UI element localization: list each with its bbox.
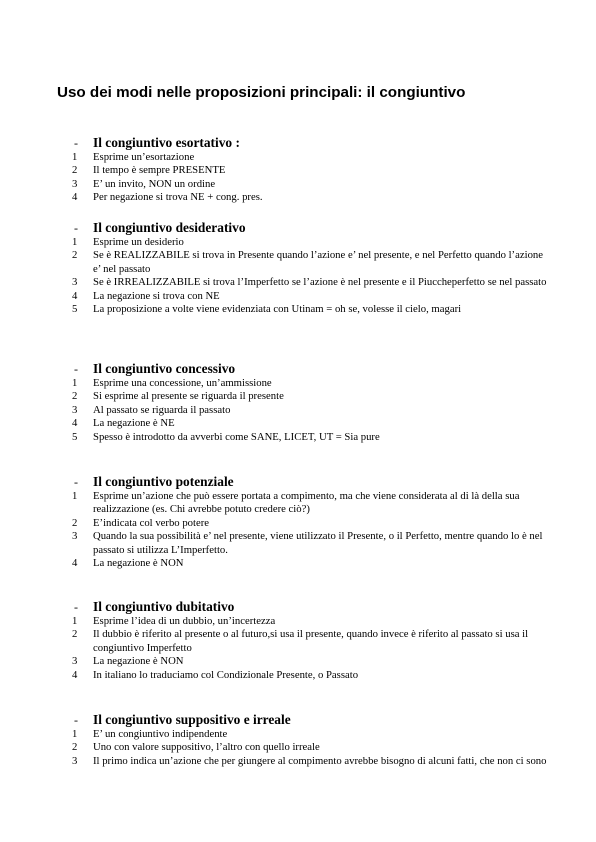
item-text: Esprime una concessione, un’ammissione [93, 377, 272, 389]
list-item [70, 151, 550, 164]
bullet-dash: - [74, 362, 78, 376]
section-potenziale [70, 473, 550, 570]
item-text: E’ un congiuntivo indipendente [93, 728, 228, 740]
list-item [70, 191, 550, 204]
item-number: 3 [72, 754, 78, 767]
item-text: Se è IRREALIZZABILE si trova l’Imperfetto se l’azione è nel presente e il Piuccheperfetto se nel passato [93, 276, 547, 289]
item-text: Al passato se riguarda il passato [93, 403, 231, 416]
item-text: Il tempo è sempre PRESENTE [93, 164, 226, 177]
section-title: Il congiuntivo dubitativo [93, 599, 235, 614]
item-text: Si esprime al presente se riguarda il presente [93, 390, 284, 403]
section-header [70, 473, 550, 490]
item-text: Uno con valore suppositivo, l’altro con quello irreale [93, 741, 320, 754]
item-number: 4 [72, 289, 78, 302]
item-number: 3 [72, 655, 78, 668]
item-text: Esprime un desiderio [93, 236, 184, 248]
item-number: 3 [72, 403, 78, 416]
bullet-dash: - [74, 221, 78, 235]
item-text: Esprime un’azione che può essere portata a compimento, ma che viene considerata al di là della sua realizzazione (es. Chi avrebbe potuto credere ciò?) [93, 490, 520, 516]
document-title: Uso dei modi nelle proposizioni principali: il congiuntivo [57, 84, 466, 101]
item-number: 5 [72, 303, 78, 316]
list-item [70, 290, 550, 303]
list-item [70, 490, 550, 517]
item-text: Il primo indica un’azione che per giungere al compimento avrebbe bisogno di alcuni fatti, che non ci sono [93, 754, 547, 767]
item-text: Esprime un’esortazione [93, 151, 195, 163]
bullet-dash: - [74, 136, 78, 150]
item-text: Se è REALIZZABILE si trova in Presente quando l’azione e’ nel presente, e nel Perfetto quando l’azione e’ nel passato [93, 249, 544, 275]
bullet-dash: - [74, 475, 78, 489]
list-item [70, 404, 550, 417]
item-number: 1 [72, 151, 78, 163]
section-header [70, 219, 550, 236]
item-number: 4 [72, 668, 78, 681]
item-text: E’ un invito, NON un ordine [93, 177, 216, 190]
item-text: Per negazione si trova NE + cong. pres. [93, 191, 263, 204]
list-item [70, 728, 550, 741]
bullet-dash: - [74, 600, 78, 614]
item-text: Esprime l’idea di un dubbio, un’incertezza [93, 615, 276, 627]
list-item [70, 390, 550, 403]
section-concessivo [70, 360, 550, 444]
list-item [70, 303, 550, 316]
item-number: 1 [72, 377, 78, 389]
section-title: Il congiuntivo esortativo : [93, 135, 240, 150]
section-header [70, 134, 550, 151]
list-item [70, 615, 550, 628]
list-item [70, 517, 550, 530]
list-item [70, 236, 550, 249]
list-item [70, 741, 550, 754]
item-number: 3 [72, 276, 78, 289]
list-item [70, 249, 550, 276]
item-number: 4 [72, 557, 78, 570]
item-text: La negazione è NON [93, 557, 184, 570]
item-number: 3 [72, 530, 78, 543]
section-header [70, 711, 550, 728]
item-number: 5 [72, 430, 78, 443]
list-item [70, 669, 550, 682]
section-title: Il congiuntivo potenziale [93, 474, 234, 489]
list-item [70, 755, 550, 768]
item-text: Spesso è introdotto da avverbi come SANE, LICET, UT = Sia pure [93, 430, 380, 443]
item-text: La proposizione a volte viene evidenziata con Utinam = oh se, volesse il cielo, magari [93, 303, 462, 316]
section-esortativo [70, 134, 550, 205]
item-number: 1 [72, 236, 78, 248]
item-number: 3 [72, 177, 78, 190]
item-text: La negazione è NE [93, 417, 175, 430]
item-number: 1 [72, 490, 78, 502]
list-item [70, 655, 550, 668]
list-item [70, 276, 550, 289]
item-text: La negazione è NON [93, 655, 184, 668]
item-number: 2 [72, 628, 78, 641]
list-item [70, 164, 550, 177]
section-title: Il congiuntivo suppositivo e irreale [93, 712, 291, 727]
list-item [70, 557, 550, 570]
item-number: 4 [72, 417, 78, 430]
item-number: 2 [72, 249, 78, 262]
item-text: E’indicata col verbo potere [93, 516, 210, 529]
item-text: In italiano lo traduciamo col Condizionale Presente, o Passato [93, 668, 359, 681]
section-header [70, 598, 550, 615]
item-text: Il dubbio è riferito al presente o al futuro,si usa il presente, quando invece è riferito al passato si usa il congiuntivo Imperfetto [93, 628, 529, 654]
list-item [70, 377, 550, 390]
list-item [70, 628, 550, 655]
item-number: 2 [72, 164, 78, 177]
item-number: 2 [72, 516, 78, 529]
section-suppositivo [70, 711, 550, 768]
item-text: La negazione si trova con NE [93, 289, 220, 302]
item-number: 1 [72, 615, 78, 627]
item-text: Quando la sua possibilità e’ nel presente, viene utilizzato il Presente, o il Perfetto, mentre quando lo è nel passato si utilizza L’Imperfetto. [93, 530, 543, 556]
section-header [70, 360, 550, 377]
section-desiderativo [70, 219, 550, 316]
bullet-dash: - [74, 713, 78, 727]
item-number: 2 [72, 741, 78, 754]
list-item [70, 417, 550, 430]
item-number: 1 [72, 728, 78, 740]
list-item [70, 431, 550, 444]
item-number: 4 [72, 191, 78, 204]
item-number: 2 [72, 390, 78, 403]
list-item [70, 178, 550, 191]
section-title: Il congiuntivo concessivo [93, 361, 236, 376]
section-dubitativo [70, 598, 550, 682]
list-item [70, 530, 550, 557]
section-title: Il congiuntivo desiderativo [93, 220, 246, 235]
